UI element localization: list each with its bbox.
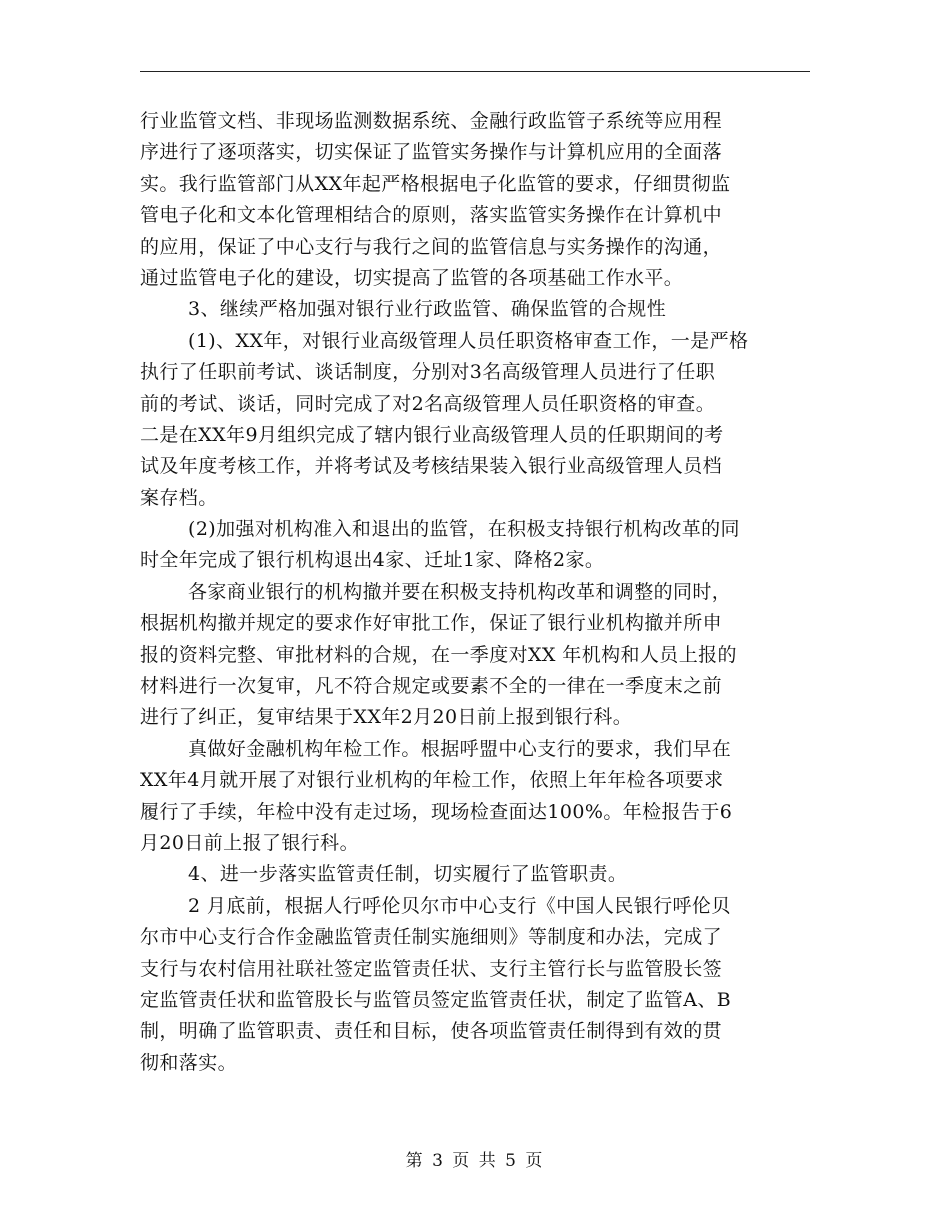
body-line: 真做好金融机构年检工作。根据呼盟中心支行的要求，我们早在 bbox=[188, 737, 732, 760]
document-body bbox=[140, 106, 810, 1079]
body-line: 通过监管电子化的建设，切实提高了监管的各项基础工作水平。 bbox=[140, 266, 684, 289]
body-line: 行业监管文档、非现场监测数据系统、金融行政监管子系统等应用程 bbox=[140, 110, 723, 132]
body-line: 彻和落实。 bbox=[140, 1051, 238, 1074]
body-line: 制，明确了监管职责、责任和目标，使各项监管责任制得到有效的贯 bbox=[140, 1020, 723, 1043]
body-line: 定监管责任状和监管股长与监管员签定监管责任状，制定了监管A、B bbox=[140, 988, 732, 1011]
body-line: (2)加强对机构准入和退出的监管，在积极支持银行机构改革的同 bbox=[188, 518, 740, 541]
body-line: 管电子化和文本化管理相结合的原则，落实监管实务操作在计算机中 bbox=[140, 204, 723, 227]
body-line: 尔市中心支行合作金融监管责任制实施细则》等制度和办法，完成了 bbox=[140, 926, 723, 949]
body-line: 试及年度考核工作，并将考试及考核结果装入银行业高级管理人员档 bbox=[140, 455, 723, 478]
body-line: 的应用，保证了中心支行与我行之间的监管信息与实务操作的沟通， bbox=[140, 235, 723, 258]
section-heading: 4、进一步落实监管责任制，切实履行了监管职责。 bbox=[188, 863, 628, 886]
body-line: 执行了任职前考试、谈话制度，分别对3名高级管理人员进行了任职 bbox=[140, 361, 716, 384]
body-line: 支行与农村信用社联社签定监管责任状、支行主管行长与监管股长签 bbox=[140, 957, 723, 980]
body-line: 时全年完成了银行机构退出4家、迁址1家、降格2家。 bbox=[140, 549, 605, 572]
body-line: 材料进行一次复审，凡不符合规定或要素不全的一律在一季度末之前 bbox=[140, 675, 723, 698]
body-line: 各家商业银行的机构撤并要在积极支持机构改革和调整的同时， bbox=[188, 580, 732, 603]
body-line: 月20日前上报了银行科。 bbox=[140, 831, 359, 854]
body-line: (1)、XX年，对银行业高级管理人员任职资格审查工作，一是严格 bbox=[188, 329, 749, 352]
section-heading: 3、继续严格加强对银行业行政监管、确保监管的合规性 bbox=[188, 298, 667, 321]
body-line: 报的资料完整、审批材料的合规，在一季度对XX 年机构和人员上报的 bbox=[140, 643, 737, 666]
body-line: 2 月底前，根据人行呼伦贝尔市中心支行《中国人民银行呼伦贝 bbox=[188, 894, 731, 917]
body-line: 实。我行监管部门从XX年起严格根据电子化监管的要求，仔细贯彻监 bbox=[140, 172, 731, 195]
body-line: 根据机构撤并规定的要求作好审批工作，保证了银行业机构撤并所申 bbox=[140, 612, 723, 635]
body-line: 进行了纠正，复审结果于XX年2月20日前上报到银行科。 bbox=[140, 706, 633, 729]
body-line: 前的考试、谈话，同时完成了对2名高级管理人员任职资格的审查。 bbox=[140, 392, 716, 415]
header-rule bbox=[140, 71, 810, 72]
page-number: 第 3 页 共 5 页 bbox=[405, 1151, 545, 1171]
body-line: 案存档。 bbox=[140, 486, 218, 509]
body-line: 序进行了逐项落实，切实保证了监管实务操作与计算机应用的全面落 bbox=[140, 141, 723, 164]
body-line: XX年4月就开展了对银行业机构的年检工作，依照上年年检各项要求 bbox=[140, 769, 724, 792]
body-line: 履行了手续，年检中没有走过场，现场检查面达100%。年检报告于6 bbox=[140, 800, 733, 823]
body-line: 二是在XX年9月组织完成了辖内银行业高级管理人员的任职期间的考 bbox=[140, 423, 724, 446]
